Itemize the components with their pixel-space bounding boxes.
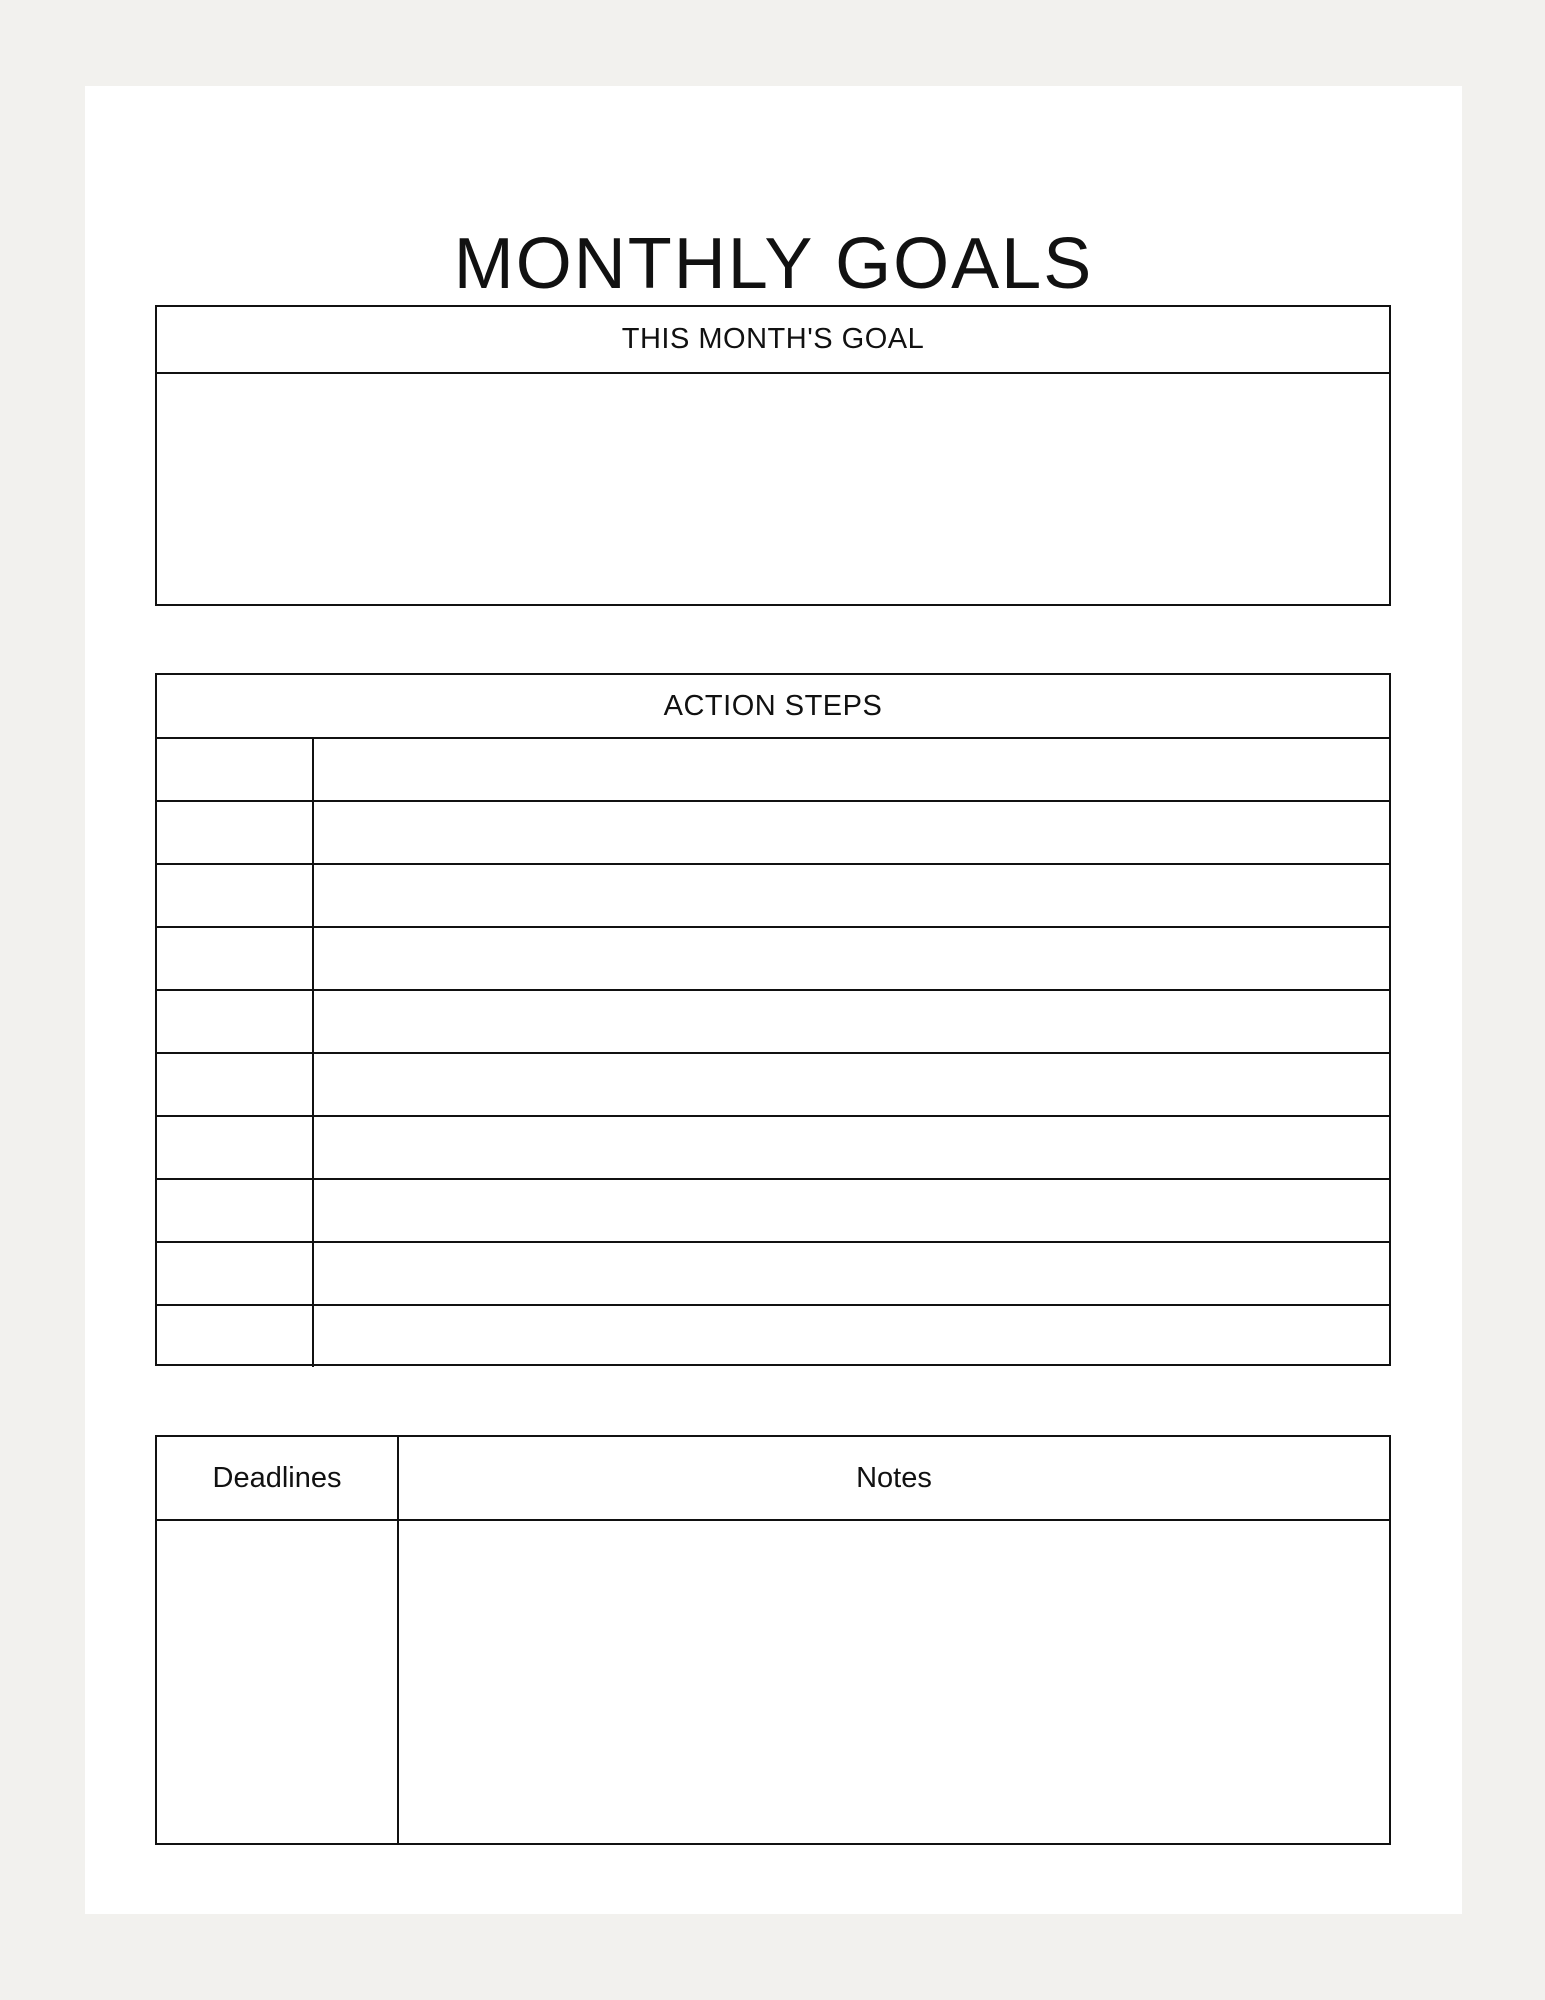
action-step-row (157, 865, 1389, 928)
deadlines-notes-section (155, 1435, 1391, 1845)
goal-section (155, 305, 1391, 606)
action-step-number-cell[interactable] (157, 802, 314, 863)
action-step-text-cell[interactable] (314, 1117, 1389, 1178)
action-step-number-cell[interactable] (157, 1180, 314, 1241)
action-step-row (157, 739, 1389, 802)
action-step-number-cell[interactable] (157, 991, 314, 1052)
action-step-row (157, 1054, 1389, 1117)
action-step-number-cell[interactable] (157, 928, 314, 989)
action-step-text-cell[interactable] (314, 991, 1389, 1052)
goal-header: THIS MONTH'S GOAL (157, 307, 1389, 374)
action-steps-list (157, 739, 1389, 1367)
action-step-row (157, 802, 1389, 865)
action-step-text-cell[interactable] (314, 802, 1389, 863)
action-step-number-cell[interactable] (157, 739, 314, 800)
goal-input-area[interactable] (157, 374, 1389, 604)
deadlines-input-area[interactable] (157, 1521, 397, 1843)
planner-sheet (85, 86, 1462, 1914)
action-step-number-cell[interactable] (157, 1054, 314, 1115)
action-step-row (157, 1243, 1389, 1306)
deadlines-column (157, 1437, 399, 1843)
action-step-text-cell[interactable] (314, 1306, 1389, 1367)
notes-column (399, 1437, 1389, 1843)
action-steps-section (155, 673, 1391, 1366)
page-title: MONTHLY GOALS (453, 224, 1094, 304)
action-step-row (157, 1180, 1389, 1243)
action-step-text-cell[interactable] (314, 1180, 1389, 1241)
action-step-row (157, 1306, 1389, 1367)
action-step-number-cell[interactable] (157, 1306, 314, 1367)
action-step-text-cell[interactable] (314, 928, 1389, 989)
action-step-text-cell[interactable] (314, 865, 1389, 926)
deadlines-header: Deadlines (157, 1437, 397, 1521)
action-step-number-cell[interactable] (157, 865, 314, 926)
action-step-row (157, 991, 1389, 1054)
action-step-row (157, 928, 1389, 991)
action-step-text-cell[interactable] (314, 1243, 1389, 1304)
notes-input-area[interactable] (399, 1521, 1389, 1843)
action-step-text-cell[interactable] (314, 739, 1389, 800)
action-step-number-cell[interactable] (157, 1243, 314, 1304)
notes-header: Notes (399, 1437, 1389, 1521)
action-step-text-cell[interactable] (314, 1054, 1389, 1115)
action-step-row (157, 1117, 1389, 1180)
action-steps-header: ACTION STEPS (157, 675, 1389, 739)
action-step-number-cell[interactable] (157, 1117, 314, 1178)
